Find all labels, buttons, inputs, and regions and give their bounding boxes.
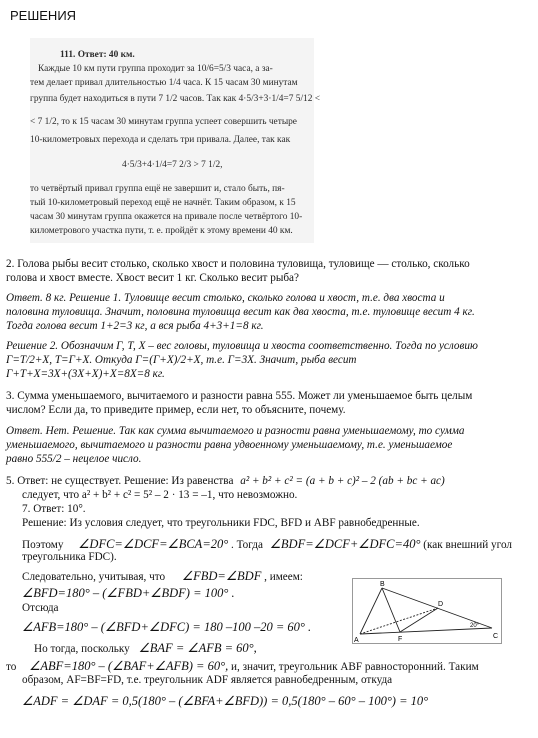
point-c-label: C <box>493 633 499 640</box>
problem-3-answer: Ответ. Нет. Решение. Так как сумма вычитаемого и разности равна уменьшаемому, то сумма <box>6 425 465 437</box>
problem-5-answer-label: 5. Ответ: не существует. <box>6 475 122 487</box>
point-a-label: A <box>354 637 359 644</box>
scan-line: километрового участка пути, т. е. пройдёт к этому времени 40 км. <box>30 226 293 236</box>
scan-line: 10-километровых перехода и сделать три привала. Далее, так как <box>30 135 291 145</box>
problem-7-step <box>34 640 257 656</box>
scan-line: < 7 1/2, то к 15 часам 30 минутам группа успеет совершить четыре <box>30 117 297 127</box>
problem-2-solution-2: Г+Т+Х=3Х+(3Х+Х)+Х=8Х=8 кг. <box>6 368 165 380</box>
scan-formula: 4·5/3+4·1/4=7 2/3 > 7 1/2, <box>122 160 223 170</box>
angle-equation: ∠AFB=180° – (∠BFD+∠DFC) = 180 –100 –20 = 60° . <box>22 620 312 634</box>
page-title: РЕШЕНИЯ <box>10 8 77 23</box>
problem-2-answer: Тогда голова весит 1+2=3 кг, а вся рыба 4+3+1=8 кг. <box>6 320 264 332</box>
scan-line: Каждые 10 км пути группа проходит за 10/6=5/3 часа, а за- <box>38 64 273 74</box>
problem-7-answer: 7. Ответ: 10°. <box>22 503 86 515</box>
problem-7-step: треугольника FDC). <box>22 551 117 563</box>
problem-2-answer: половина туловища. Значит, половина туловища весит как два хвоста, т.е. туловище весит 4 кг. <box>6 306 475 318</box>
angle-equation: ∠BDF=∠DCF+∠DFC=40° <box>269 537 421 551</box>
scanned-solution-111 <box>30 38 321 243</box>
point-b-label: B <box>380 581 385 588</box>
problem-2-text: голова и хвост вместе. Хвост весит 1 кг. Сколько весит рыба? <box>6 272 299 284</box>
angle-equation: ∠BFD=180° – (∠FBD+∠BDF) = 100° . <box>22 586 235 600</box>
problem-2-answer: Ответ. 8 кг. Решение 1. Туловище весит столько, сколько голова и хвост, т.е. два хвоста и <box>6 292 445 304</box>
text: и, значит, треугольник ABF равносторонний. Таким <box>231 661 479 673</box>
scan-line: часам 30 минутам группа окажется на привале после четвёртого 10- <box>30 212 303 222</box>
problem-2-solution-2: Г=Т/2+Х, Т=Г+Х. Откуда Г=(Г+Х)/2+Х, т.е. Г=3Х. Значит, рыба весит <box>6 354 357 366</box>
angle-equation: ∠FBD=∠BDF <box>181 569 262 583</box>
problem-3-text: 3. Сумма уменьшаемого, вычитаемого и разности равна 555. Может ли уменьшаемое быть целым <box>6 390 473 402</box>
problem-2-text: 2. Голова рыбы весит столько, сколько хвост и половина туловища, туловище — столько, сколько <box>6 258 470 270</box>
scan-line: то четвёртый привал группа ещё не завершит и, стало быть, пя- <box>30 184 285 194</box>
point-f-label: F <box>398 636 403 643</box>
scan-line: тем делает привал длительностью 1/4 часа. К 15 часам 30 минутам <box>30 78 298 88</box>
problem-7-step <box>22 568 303 584</box>
scan-line: 111. Ответ: 40 км. <box>60 50 135 60</box>
problem-3-answer: равно 555/2 – нецелое число. <box>6 453 142 465</box>
problem-2-solution-2: Решение 2. Обозначим Г, Т, Х – вес головы, туловища и хвоста соответственно. Тогда по условию <box>6 340 478 352</box>
triangle-figure <box>352 578 502 644</box>
scan-line: группа будет находиться в пути 7 1/2 часов. Так как 4·5/3+3·1/4=7 5/12 < <box>30 94 321 104</box>
angle-equation: ∠ABF=180° – (∠BAF+∠AFB) = 60°, <box>29 659 229 673</box>
problem-3-text: числом? Если да, то приведите пример, если нет, то объясните, почему. <box>6 404 346 416</box>
identity-formula: a² + b² + c² = (a + b + c)² – 2 (ab + bc + ac) <box>240 475 445 487</box>
angle-equation: ∠ADF = ∠DAF = 0,5(180° – (∠BFA+∠BFD)) = 0,5(180° – 60° – 100°) = 10° <box>22 694 429 708</box>
text: Но тогда, поскольку <box>34 643 130 655</box>
text: (как внешний угол <box>423 539 512 551</box>
angle-equation: ∠DFC=∠DCF=∠BCA=20° <box>78 537 229 551</box>
point-d-label: D <box>438 601 444 608</box>
problem-7-solution: Решение: Из условия следует, что треугольники FDC, BFD и ABF равнобедренные. <box>22 517 420 529</box>
text: . Тогда <box>231 539 263 551</box>
text: , имеем: <box>264 571 303 583</box>
text: Поэтому <box>22 539 64 551</box>
problem-3-answer: уменьшаемого, вычитаемого и разности равна удвоенному уменьшаемому, т.е. уменьшаемое <box>6 439 453 451</box>
problem-5-solution-intro: Решение: Из равенства <box>123 475 234 487</box>
text: то <box>6 661 17 673</box>
angle-c-label: 20° <box>470 623 480 629</box>
scan-line: тый 10-километровый переход ещё не начнёт. Таким образом, к 15 <box>30 198 296 208</box>
problem-7-step: образом, AF=BF=FD, т.е. треугольник ADF является равнобедренным, откуда <box>22 674 393 686</box>
problem-7-step <box>22 536 512 552</box>
problem-5-answer <box>6 475 445 487</box>
problem-7-step <box>6 658 479 674</box>
text: Следовательно, учитывая, что <box>22 571 166 583</box>
angle-equation: ∠BAF = ∠AFB = 60°, <box>138 641 257 655</box>
problem-5-conclusion: следует, что a² + b² + c² = 5² – 2 · 13 = –1, что невозможно. <box>22 489 298 501</box>
problem-7-step: Отсюда <box>22 602 59 614</box>
